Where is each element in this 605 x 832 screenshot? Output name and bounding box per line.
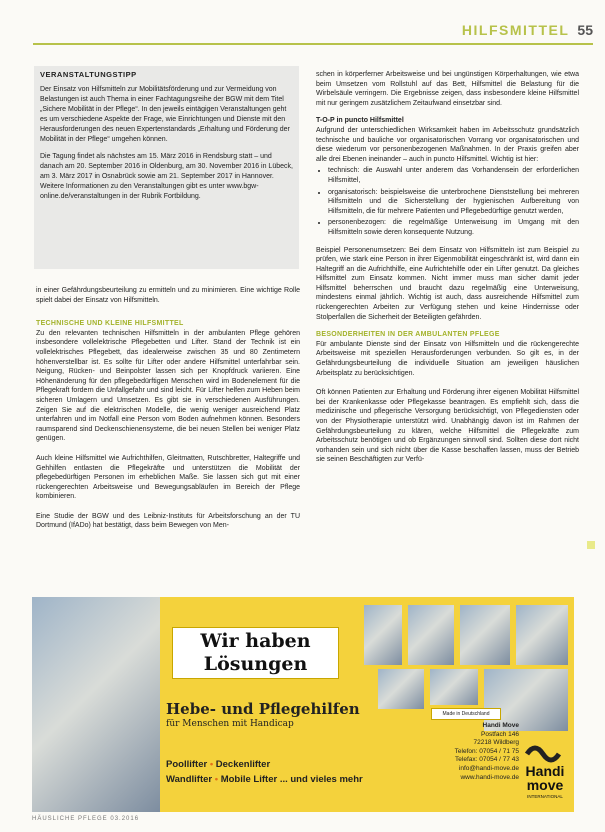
page-number: 55: [577, 22, 593, 38]
left-intro: in einer Gefährdungsbeurteilung zu ermitteln und zu minimieren. Eine wichtige Rolle spielt dabei der Einsatz von Hilfsmitteln.: [36, 287, 300, 304]
logo-wave-icon: [527, 748, 559, 760]
bullet-separator: •: [209, 759, 214, 770]
product-poollifter: Poollifter: [166, 759, 208, 770]
right-paragraph-1: Aufgrund der unterschiedlichen Wirksamkeit haben im Arbeitsschutz grundsätzlich technische und bauliche vor organisatorischen Vorrang vor organisatorischen und diese wiederum vor personenbezogenen Maßnahmen. In der Praxis greifen aber alle drei Ebenen ineinander – auch in puncto Hilfsmittel. Wichtig ist hier:: [316, 126, 579, 163]
top-bullet-list: [316, 166, 579, 237]
left-paragraph-3: Eine Studie der BGW und des Leibniz-Instituts für Arbeitsforschung an der TU Dortmund (IfADo) hat bestätigt, dass beim Bewegen von Men-: [36, 512, 300, 530]
subheading-top: T-O-P in puncto Hilfsmittel: [316, 117, 404, 125]
advertisement: [32, 597, 574, 812]
contact-phone: Telefon: 07054 / 71 75: [454, 747, 519, 755]
ad-headline: Hebe- und Pflegehilfen: [166, 700, 360, 718]
logo-word-bottom: move: [526, 777, 564, 793]
product-deckenlifter: Deckenlifter: [215, 759, 271, 770]
subheading-technical-aids: TECHNISCHE UND KLEINE HILFSMITTEL: [36, 320, 184, 328]
contact-fax: Telefax: 07054 / 77 43: [455, 756, 519, 764]
contact-city: 72218 Wildberg: [473, 739, 519, 747]
page-footer: HÄUSLICHE PFLEGE 03.2016: [32, 816, 140, 822]
page-edge-marker: [587, 541, 595, 549]
product-wandlifter: Wandlifter: [166, 774, 213, 785]
bullet-separator: •: [214, 774, 219, 785]
ad-photo-4: [516, 605, 568, 665]
list-item: • personenbezogen: die regelmäßige Unterweisung im Umgang mit den Hilfsmitteln sowie deren konsequente Nutzung.: [328, 218, 579, 237]
ad-products: [166, 757, 363, 787]
ad-slogan: [172, 627, 339, 679]
right-paragraph-3: Für ambulante Dienste sind der Einsatz von Hilfsmitteln und die rückengerechte Arbeitsweise mit speziellen Herausforderungen verbunden. So gilt es, in der Gefährdungsbeurteilung die individuelle Situation am jeweiligen häuslichen Arbeitsplatz zu berücksichtigen.: [316, 340, 579, 377]
ad-slogan-line-1: Wir haben: [200, 630, 311, 652]
ad-photo-1: [364, 605, 402, 665]
logo-word-top: Handi: [525, 763, 565, 779]
list-item: • organisatorisch: beispielsweise die unterbrochene Dienststellung bei mehreren Hilfsmitteln und die Sicherstellung der hygienischen Aufbereitung von Hilfsmitteln, die für mehrere Patienten und Pflegebedürftige genutzt werden,: [328, 188, 579, 217]
subheading-ambulant: BESONDERHEITEN IN DER AMBULANTEN PFLEGE: [316, 331, 500, 339]
ad-photo-5: [378, 669, 424, 709]
ad-photo-lift-user: [32, 597, 160, 812]
event-tip-paragraph-1: Der Einsatz von Hilfsmitteln zur Mobilitätsförderung und zur Vermeidung von Belastungen ist auch Thema in einer Fachtagungsreihe der BGW mit dem Titel „Sichere Mobilität in der Pflege“. In den jeweils eintägigen Veranstaltungen geht es um verschiedene Aspekte der Frage, wie Einrichtungen und Dienste mit den Herausforderungen des neuen Expertenstandards „Erhaltung und Förderung der Mobilität in der Pflege“ umgehen können.: [40, 86, 290, 143]
ad-photo-2: [408, 605, 454, 665]
left-column: [36, 286, 300, 531]
right-column: [316, 70, 579, 465]
ad-contact: [442, 722, 519, 782]
ad-slogan-line-2: Lösungen: [203, 653, 308, 675]
page-header: [462, 22, 593, 38]
contact-email: info@handi-move.de: [458, 764, 519, 772]
section-title: HILFSMITTEL: [461, 22, 570, 38]
ad-photo-3: [460, 605, 510, 665]
product-mobile-lifter: Mobile Lifter ... und vieles mehr: [220, 774, 363, 785]
right-paragraph-0: schen in körperferner Arbeitsweise und bei ungünstigen Körperhaltungen, wie etwa beim Umsetzen vom Rollstuhl auf das Bett, Hilfsmittel die Belastung für die Wirbelsäule verringern. Die Ergebnisse zeigen, dass insbesondere kleine Hilfsmittel mit nur geringem zusätzlichem Zeitaufwand einsetzbar sind.: [316, 71, 579, 107]
event-tip-paragraph-2: Die Tagung findet als nächstes am 15. März 2016 in Rendsburg statt – und danach am 20. September 2016 in Oldenburg, am 30. November 2016 in Lübeck, am 3. März 2017 in Osnabrück sowie am 21. September 2017 in Hannover. Weitere Informationen zu den Veranstaltungen gibt es unter www.bgw-online.de/veranstaltungen in der Rubrik Fortbildung.: [40, 153, 293, 200]
made-in-germany-badge: Made in Deutschland: [431, 708, 501, 720]
left-paragraph-1: Zu den relevanten technischen Hilfsmitteln in der ambulanten Pflege gehören insbesondere vollelektrische Pflegebetten und Lifter. Stand der Technik ist ein vollelektrisches Pflegebett, das idealerweise zwischen 35 und 80 Zentimetern höhenverstellbar ist. Es sollte für Lifter oder andere Hilfsmittel unterfahrbar sein. Neigung, Rücken- und Beinpolster lassen sich per Knopfdruck variieren. Eine Höhenänderung für den pflegebedürftigen Menschen wird im Bodenelement für die Pflegekraft fordern die Unfallgefahr und sind leicht. Für Lifter helfen zum Heben beim sicheren Umlagern und Umsetzen. Es gibt sie in verschiedenen Ausführungen. Zeigen Sie auf die elektrischen Modelle, die wenig weniger ausreichend Platz unterfahren und im Notfall eine Person vom Boden aufnehmen können. Besonders raumsparend sind Deckenschienensysteme, die bei neuen Stellen bei weniger Platz genügen.: [36, 329, 300, 443]
contact-website: www.handi-move.de: [460, 773, 519, 781]
handi-move-logo: [521, 740, 569, 800]
header-rule: [33, 43, 593, 45]
list-item: • technisch: die Auswahl unter anderem das Vorhandensein der erforderlichen Hilfsmittel,: [328, 166, 579, 185]
event-tip-box: [34, 66, 299, 269]
ad-subheadline: für Menschen mit Handicap: [166, 719, 294, 729]
right-paragraph-4: Oft können Patienten zur Erhaltung und Förderung ihrer eigenen Mobilität Hilfsmittel bei der Krankenkasse oder Pflegekasse beantragen. Es empfiehlt sich, dass die medizinische und pflegerische Versorgung berücksichtigt, von Pflegediensten oder von der Physiotherapie unterstützt wird. Unabhängig davon ist im Rahmen der Gefährdungsbeurteilung zu klären, welche Hilfsmittel die Pflegekräfte zum Arbeitsschutz benötigen und ob Ergänzungen sinnvoll sind. Sollten diese dort nicht vorhanden sein und sich nicht über die Kasse beschaffen lassen, muss der Betrieb sie seinen Beschäftigten zur Verfü-: [316, 389, 579, 464]
left-paragraph-2: Auch kleine Hilfsmittel wie Aufrichthilfen, Gleitmatten, Rutschbretter, Haltegriffe und Gehhilfen entlasten die Pflegekräfte und unterstützen die Mobilität der pflegebedürftigen Personen im erheblichen Maße. Sie lassen sich gut mit einer rückengerechten Arbeitsweise und Bewegungsabläufen im Bereich der Pflege kombinieren.: [36, 454, 300, 501]
event-tip-title: VERANSTALTUNGSTIPP: [40, 70, 137, 79]
logo-tagline: INTERNATIONAL: [527, 794, 563, 799]
ad-photo-6: [430, 669, 478, 705]
contact-po-box: Postfach 146: [481, 730, 519, 738]
contact-company: Handi Move: [482, 722, 519, 729]
right-paragraph-2: Beispiel Personenumsetzen: Bei dem Einsatz von Hilfsmitteln ist zum Beispiel zu prüfen, wie stark eine Person in ihrer Eigenmobilität eingeschränkt ist, wird dann ein Haltegriff an die Aufrichthilfe, eine Aufrichtehilfe oder ein Lifter genutzt. Da gleiches Hilfsmittel zum Einsatz kommen. Nicht immer muss man sicher damit jeder Hilfsmittel beherrschen und braucht dazu regelmäßig eine Unterweisung, mindestens einmal jährlich. Wichtig ist auch, dass ausreichende Hilfsmittel zum rückengerechten Arbeiten zur Verfügung stehen und keine Hindernisse oder Stolperfallen die Sicherheit der Beteiligten gefährden.: [316, 246, 579, 321]
